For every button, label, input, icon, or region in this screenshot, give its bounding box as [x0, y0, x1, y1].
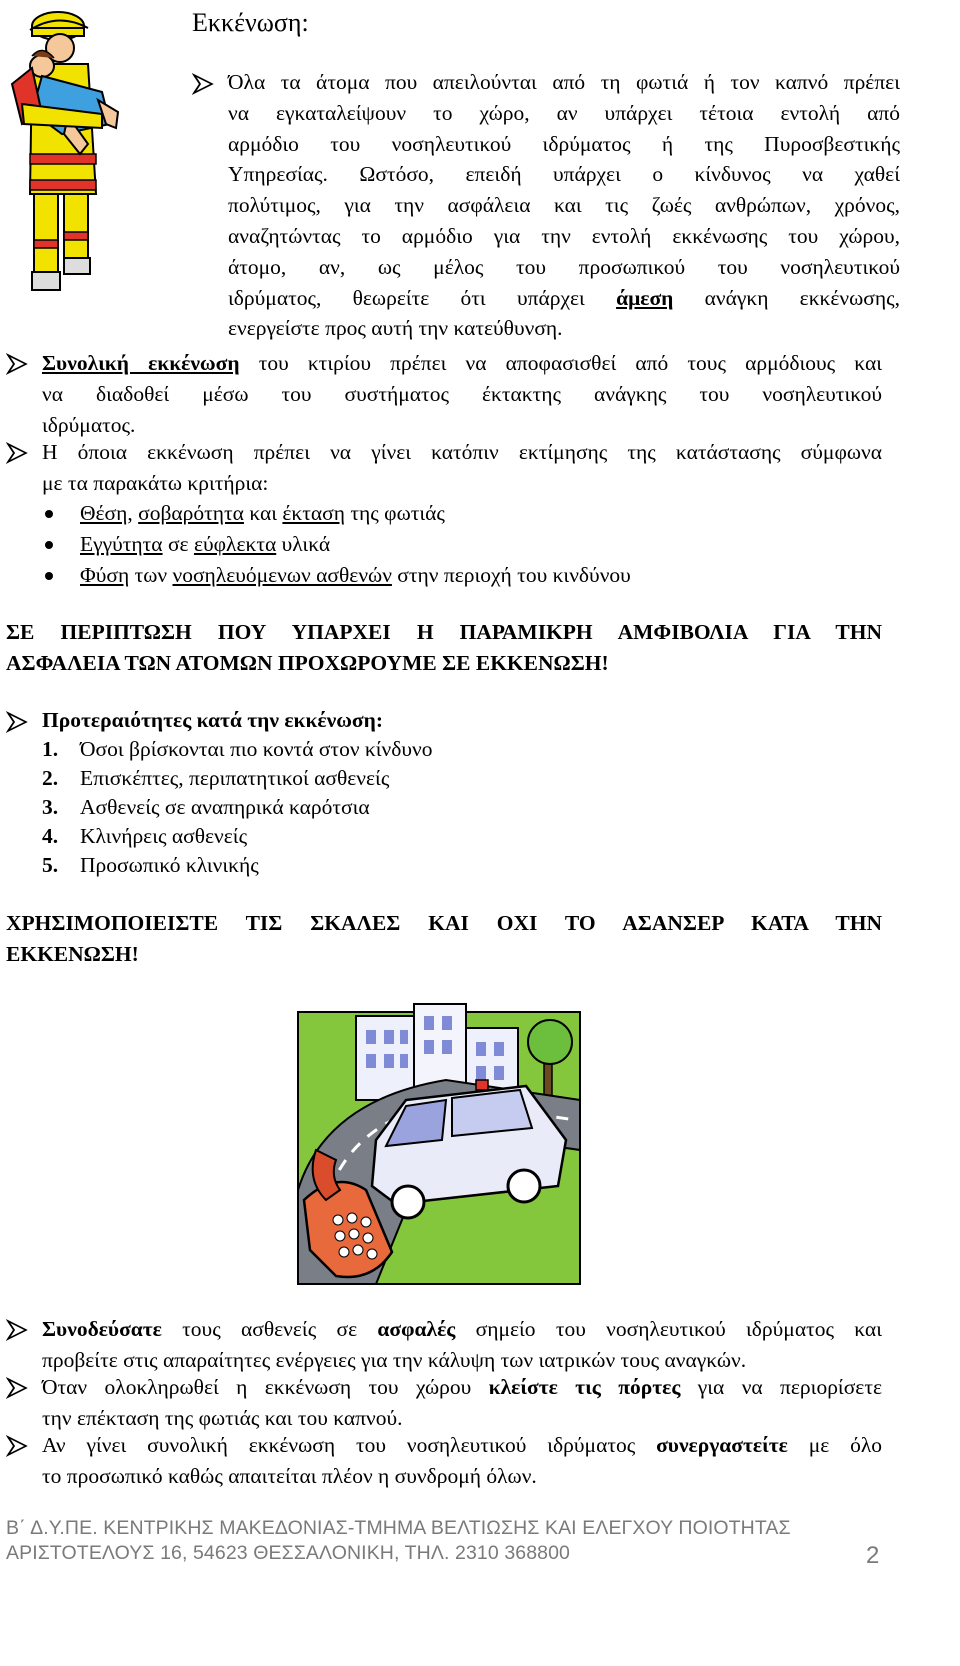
criteria-term: νοσηλευόμενων ασθενών	[172, 563, 392, 587]
criteria-item	[80, 529, 330, 560]
list-number: 3.	[42, 795, 59, 819]
text-line: πολύτιμος, για την ασφάλεια και τις ζωές ανθρώπων, χρόνος,	[228, 193, 900, 218]
text-line: αναζητώντας το αρμόδιο για την εντολή εκκένωσης του χώρου,	[228, 223, 900, 248]
assessment-paragraph	[42, 437, 882, 499]
bullet-dot	[45, 541, 53, 549]
text-line: Υπηρεσίας. Ωστόσο, επειδή υπάρχει ο κίνδυνος να χαθεί	[228, 162, 900, 187]
page-title: Εκκένωση:	[192, 8, 309, 37]
intro-paragraph-continued	[228, 159, 900, 344]
criteria-text: υλικά	[276, 532, 331, 556]
intro-paragraph	[228, 67, 900, 159]
arrow-bullet-icon	[6, 1435, 28, 1457]
emphasis-text: συνεργαστείτε	[656, 1433, 788, 1457]
criteria-item	[80, 560, 631, 591]
arrow-bullet-icon	[6, 1319, 28, 1341]
warning-line: ΑΣΦΑΛΕΙΑ ΤΩΝ ΑΤΟΜΩΝ ΠΡΟΧΩΡΟΥΜΕ ΣΕ ΕΚΚΕΝΩΣΗ!	[6, 650, 609, 675]
criteria-item	[80, 498, 445, 529]
criteria-text: ,	[127, 501, 139, 525]
criteria-text: και	[243, 501, 283, 525]
arrow-bullet-icon	[6, 1377, 28, 1399]
text-line: Η όποια εκκένωση πρέπει να γίνει κατόπιν εκτίμησης της κατάστασης σύμφωνα	[42, 440, 882, 464]
list-text: Κλινήρεις ασθενείς	[80, 824, 248, 848]
text-line: άτομο, αν, ως μέλος του προσωπικού του νοσηλευτικού	[228, 254, 900, 279]
criteria-term: εύφλεκτα	[193, 532, 277, 556]
escort-paragraph	[42, 1314, 882, 1376]
emphasis-text: κλείστε τις πόρτες	[488, 1375, 681, 1399]
list-number: 1.	[42, 737, 59, 761]
text-line: Αν γίνει συνολική εκκένωση του νοσηλευτικού ιδρύματος	[42, 1433, 657, 1457]
text-line: με τα παρακάτω κριτήρια:	[42, 470, 269, 495]
list-text: Ασθενείς σε αναπηρικά καρότσια	[80, 795, 370, 819]
text-line: με όλο	[787, 1433, 883, 1457]
list-number: 5.	[42, 853, 59, 877]
text-line: Όλα τα άτομα που απειλούνται από τη φωτιά ή τον καπνό πρέπει	[228, 70, 900, 94]
arrow-bullet-icon	[6, 711, 28, 733]
total-evacuation-paragraph	[42, 348, 882, 440]
emphasis-text: Συνοδεύσατε	[42, 1317, 162, 1341]
list-item	[42, 792, 642, 821]
criteria-text: των	[129, 563, 173, 587]
text-line: του κτιρίου πρέπει να αποφασισθεί από τους αρμόδιους και	[258, 351, 883, 375]
criteria-text: σε	[162, 532, 194, 556]
criteria-term: Φύση	[80, 563, 130, 587]
text-line: ιδρύματος, θεωρείτε ότι υπάρχει	[228, 285, 585, 310]
footer-line: Β΄ Δ.Υ.ΠΕ. ΚΕΝΤΡΙΚΗΣ ΜΑΚΕΔΟΝΙΑΣ-ΤΜΗΜΑ ΒΕΛΤΙΩΣΗΣ ΚΑΙ ΕΛΕΓΧΟΥ ΠΟΙΟΤΗΤΑΣ	[6, 1517, 791, 1539]
text-line: ιδρύματος.	[42, 412, 136, 437]
ambulance-illustration	[296, 990, 586, 1290]
list-item	[42, 821, 642, 850]
page-footer	[6, 1516, 886, 1565]
bullet-dot	[45, 572, 53, 580]
list-item	[42, 850, 642, 879]
arrow-bullet-icon	[6, 353, 28, 375]
total-evacuation-label: Συνολική εκκένωση	[42, 351, 240, 375]
page-number: 2	[866, 1542, 880, 1569]
list-item	[42, 763, 642, 792]
bullet-dot	[45, 510, 53, 518]
list-text: Όσοι βρίσκονται πιο κοντά στον κίνδυνο	[80, 737, 433, 761]
priorities-title: Προτεραιότητες κατά την εκκένωση:	[42, 708, 383, 732]
warning-line: ΧΡΗΣΙΜΟΠΟΙΕΙΣΤΕ ΤΙΣ ΣΚΑΛΕΣ ΚΑΙ ΟΧΙ ΤΟ ΑΣΑΝΣΕΡ ΚΑΤΑ ΤΗΝ	[6, 911, 882, 935]
stairs-warning	[6, 908, 882, 969]
text-line: σημείο του νοσηλευτικού ιδρύματος και	[455, 1317, 882, 1341]
arrow-bullet-icon	[192, 73, 214, 95]
list-text: Επισκέπτες, περιπατητικοί ασθενείς	[80, 766, 390, 790]
list-text: Προσωπικό κλινικής	[80, 853, 259, 877]
text-line: την επέκταση της φωτιάς και του καπνού.	[42, 1405, 403, 1430]
doubt-warning	[6, 617, 882, 678]
criteria-text: στην περιοχή του κινδύνου	[391, 563, 631, 587]
emphasis-immediate: άμεση	[616, 285, 674, 310]
text-line: ανάγκη εκκένωσης,	[704, 285, 901, 310]
list-item	[42, 734, 642, 763]
criteria-term: σοβαρότητα	[138, 501, 244, 525]
text-line: το προσωπικό καθώς απαιτείται πλέον η συνδρομή όλων.	[42, 1463, 537, 1488]
text-line: να εγκαταλείψουν το χώρο, αν υπάρχει τέτοια εντολή από	[228, 100, 900, 125]
list-number: 4.	[42, 824, 59, 848]
warning-line: ΕΚΚΕΝΩΣΗ!	[6, 941, 139, 966]
criteria-term: Θέση	[80, 501, 128, 525]
text-line: προβείτε στις απαραίτητες ενέργειες για την κάλυψη των ιατρικών τους αναγκών.	[42, 1347, 747, 1372]
criteria-term: Εγγύτητα	[80, 532, 163, 556]
priorities-list	[42, 734, 642, 879]
criteria-term: έκταση	[282, 501, 346, 525]
text-line: αρμόδιο του νοσηλευτικού ιδρύματος ή της Πυροσβεστικής	[228, 131, 900, 156]
text-line: να διαδοθεί μέσω του συστήματος έκτακτης ανάγκης του νοσηλευτικού	[42, 381, 882, 406]
text-line: ενεργείστε προς αυτή την κατεύθυνση.	[228, 316, 563, 341]
text-line: τους ασθενείς σε	[161, 1317, 378, 1341]
text-line: Όταν ολοκληρωθεί η εκκένωση του χώρου	[42, 1375, 489, 1399]
warning-line: ΣΕ ΠΕΡΙΠΤΩΣΗ ΠΟΥ ΥΠΑΡΧΕΙ Η ΠΑΡΑΜΙΚΡΗ ΑΜΦΙΒΟΛΙΑ ΓΙΑ ΤΗΝ	[6, 620, 882, 644]
close-doors-paragraph	[42, 1372, 882, 1434]
text-line	[228, 283, 900, 314]
criteria-text: της φωτιάς	[345, 501, 445, 525]
list-number: 2.	[42, 766, 59, 790]
arrow-bullet-icon	[6, 442, 28, 464]
emphasis-text: ασφαλές	[377, 1317, 456, 1341]
footer-line: ΑΡΙΣΤΟΤΕΛΟΥΣ 16, 54623 ΘΕΣΣΑΛΟΝΙΚΗ, ΤΗΛ. 2310 368800	[6, 1541, 570, 1564]
cooperate-paragraph	[42, 1430, 882, 1492]
firefighter-illustration	[2, 4, 120, 294]
text-line: για να περιορίσετε	[680, 1375, 883, 1399]
